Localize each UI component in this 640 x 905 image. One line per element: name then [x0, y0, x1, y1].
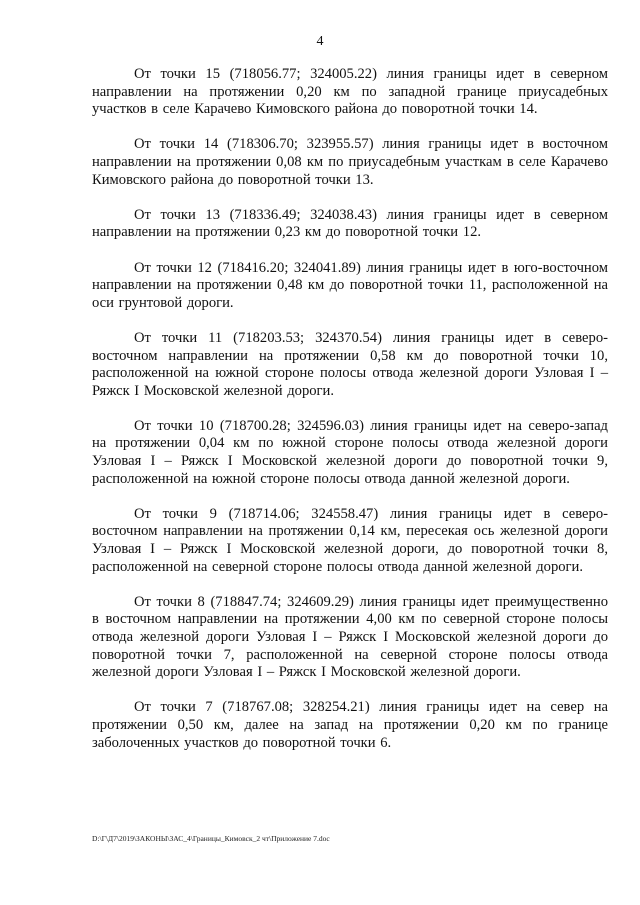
boundary-paragraph-point-7: От точки 7 (718767.08; 328254.21) линия границы идет на север на протяжении 0,50 км, далее на запад на протяжении 0,20 км по границе заболоченных участков до поворотной точки 6. [92, 699, 608, 751]
boundary-paragraph-point-13: От точки 13 (718336.49; 324038.43) линия границы идет в северном направлении на протяжении 0,23 км до поворотной точки 12. [92, 206, 608, 241]
boundary-paragraph-point-14: От точки 14 (718306.70; 323955.57) линия границы идет в восточном направлении на протяжении 0,08 км по приусадебным участкам в селе Карачево Кимовского района до поворотной точки 13. [92, 136, 608, 188]
boundary-paragraph-point-10: От точки 10 (718700.28; 324596.03) линия границы идет на северо-запад на протяжении 0,04 км по южной стороне полосы отвода железной дороги Узловая I – Ряжск I Московской железной дороги до поворотной точки 9, расположенной на южной стороне полосы отвода данной железной дороги. [92, 417, 608, 487]
footer-file-path: D:\Г\Д7\2019\ЗАКОНЫ\ЗАС_4\Границы_Кимовск_2 чт\Приложение 7.doc [92, 834, 330, 843]
page-number: 4 [316, 34, 324, 49]
boundary-paragraph-point-15: От точки 15 (718056.77; 324005.22) линия границы идет в северном направлении на протяжении 0,20 км по западной границе приусадебных участков в селе Карачево Кимовского района до поворотной точки 14. [92, 66, 608, 118]
boundary-paragraph-point-8: От точки 8 (718847.74; 324609.29) линия границы идет преимущественно в восточном направлении на протяжении 4,00 км по северной стороне полосы отвода железной дороги Узловая I – Ряжск I Московской железной дороги до поворотной точки 7, расположенной на северной стороне полосы отвода железной дороги Узловая I – Ряжск I Московской железной дороги. [92, 593, 608, 681]
boundary-paragraph-point-12: От точки 12 (718416.20; 324041.89) линия границы идет в юго-восточном направлении на протяжении 0,48 км до поворотной точки 11, расположенной на оси грунтовой дороги. [92, 259, 608, 311]
boundary-paragraph-point-11: От точки 11 (718203.53; 324370.54) линия границы идет в северо-восточном направлении на протяжении 0,58 км до поворотной точки 10, расположенной на южной стороне полосы отвода железной дороги Узловая I – Ряжск I Московской железной дороги. [92, 329, 608, 399]
document-body [92, 66, 608, 770]
boundary-paragraph-point-9: От точки 9 (718714.06; 324558.47) линия границы идет в северо-восточном направлении на протяжении 0,14 км, пересекая ось железной дороги Узловая I – Ряжск I Московской железной дороги, до поворотной точки 8, расположенной на северной стороне полосы отвода данной железной дороги. [92, 505, 608, 575]
